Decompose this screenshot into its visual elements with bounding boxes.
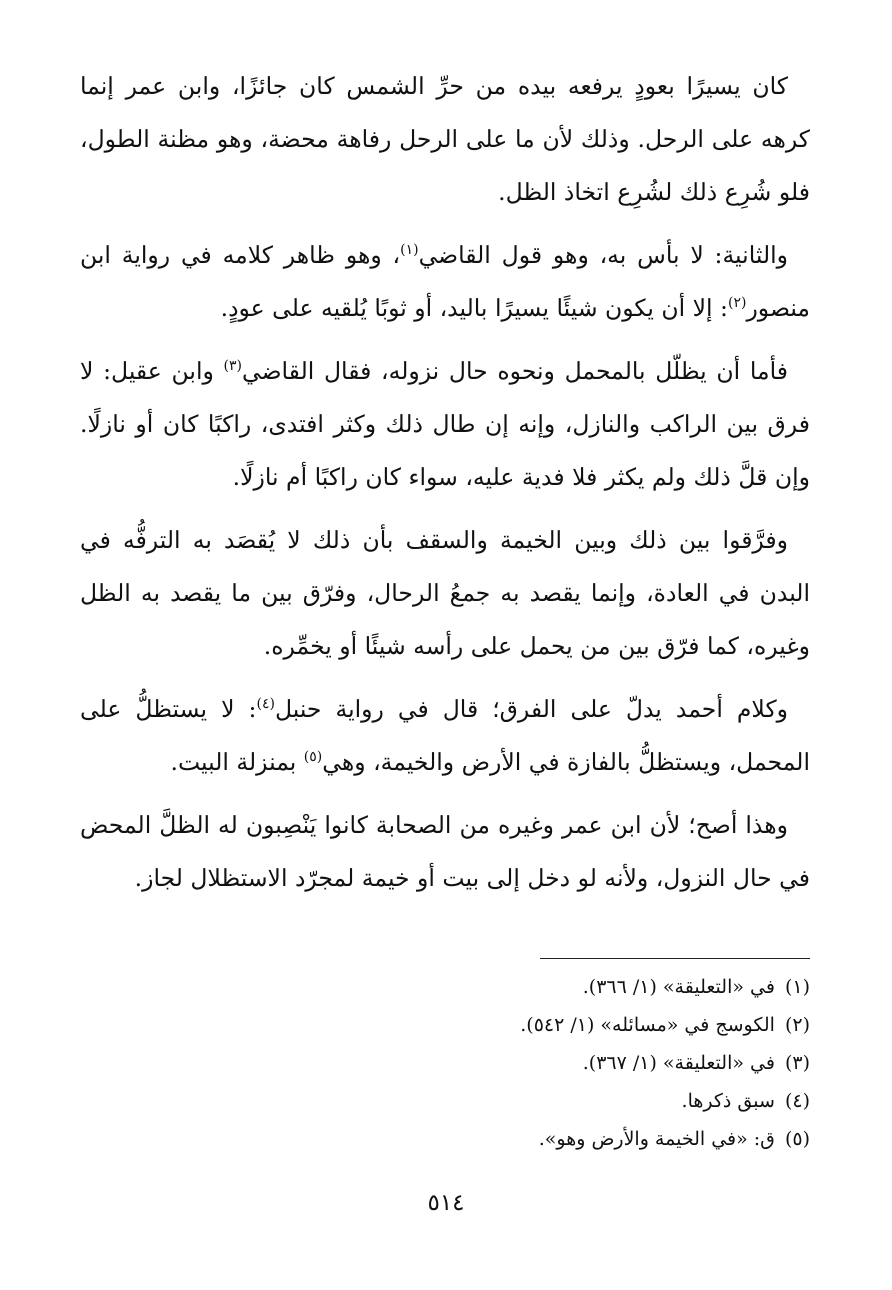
text-segment: : لا يستظلُّ على المحمل، ويستظلُّ بالفازة في الأرض والخيمة، وهي <box>80 695 810 776</box>
page-number: ٥١٤ <box>427 1190 465 1216</box>
text-segment: وابن عقيل: لا فرق بين الراكب والنازل، وإنه إن طال ذلك وكثر افتدى، راكبًا كان أو نازلًا. وإن قلَّ ذلك ولم يكثر فلا فدية عليه، سواء كان راكبًا أم نازلًا. <box>80 357 810 491</box>
footnote-marker[interactable]: (١) <box>400 242 419 258</box>
text-segment: فأما أن يظلّل بالمحمل ونحوه حال نزوله، فقال القاضي <box>241 357 788 385</box>
footnote-number: (٤) <box>784 1090 810 1112</box>
footnotes <box>80 968 810 1158</box>
footnote-item <box>80 1120 810 1158</box>
footnote-number: (١) <box>784 976 810 998</box>
text-segment: ، وهو ظاهر كلامه في رواية ابن منصور <box>80 241 810 322</box>
footnote-number: (٢) <box>784 1014 810 1036</box>
paragraph <box>80 514 810 673</box>
paragraph <box>80 683 810 789</box>
footnote-number: (٣) <box>784 1052 810 1074</box>
text-segment: كان يسيرًا بعودٍ يرفعه بيده من حرِّ الشمس كان جائزًا، وابن عمر إنما كرهه على الرحل. وذلك لأن ما على الرحل رفاهة محضة، وهو مظنة الطول، فلو شُرِع ذلك لشُرِع اتخاذ الظل. <box>80 72 810 206</box>
text-segment: والثانية: لا بأس به، وهو قول القاضي <box>418 241 788 269</box>
footnote-text: في «التعليقة» (١/ ٣٦٦). <box>582 976 775 998</box>
footnote-marker[interactable]: (٢) <box>727 295 747 311</box>
footnote-marker[interactable]: (٣) <box>223 358 242 374</box>
text-segment: وفرَّقوا بين ذلك وبين الخيمة والسقف بأن ذلك لا يُقصَد به الترفُّه في البدن في العادة، وإنما يقصد به جمعُ الرحال، وفرّق بين ما يقصد به الظل وغيره، كما فرّق بين من يحمل على رأسه شيئًا أو يخمِّره. <box>80 526 810 660</box>
footnote-text: سبق ذكرها. <box>681 1090 775 1112</box>
footnote-item <box>80 1082 810 1120</box>
text-segment: بمنزلة البيت. <box>170 748 304 776</box>
footnote-marker[interactable]: (٤) <box>256 696 275 712</box>
footnote-text: الكوسج في «مسائله» (١/ ٥٤٢). <box>520 1014 775 1036</box>
footnote-text: في «التعليقة» (١/ ٣٦٧). <box>582 1052 775 1074</box>
footnote-item <box>80 1044 810 1082</box>
paragraph <box>80 345 810 504</box>
footnote-number: (٥) <box>784 1128 810 1150</box>
text-segment: وهذا أصح؛ لأن ابن عمر وغيره من الصحابة كانوا يَنْصِبون له الظلَّ المحض في حال النزول، ولأنه لو دخل إلى بيت أو خيمة لمجرّد الاستظلال لجاز. <box>80 811 810 892</box>
footnote-text: ق: «في الخيمة والأرض وهو». <box>538 1128 775 1150</box>
footnote-item <box>80 968 810 1006</box>
footnote-marker[interactable]: (٥) <box>303 749 323 765</box>
paragraph <box>80 799 810 905</box>
text-segment: : إلا أن يكون شيئًا يسيرًا باليد، أو ثوبًا يُلقيه على عودٍ. <box>220 294 728 322</box>
main-text <box>80 60 810 915</box>
footnote-item <box>80 1006 810 1044</box>
paragraph <box>80 229 810 335</box>
footnote-separator <box>540 958 810 959</box>
paragraph <box>80 60 810 219</box>
text-segment: وكلام أحمد يدلّ على الفرق؛ قال في رواية حنبل <box>274 695 788 723</box>
